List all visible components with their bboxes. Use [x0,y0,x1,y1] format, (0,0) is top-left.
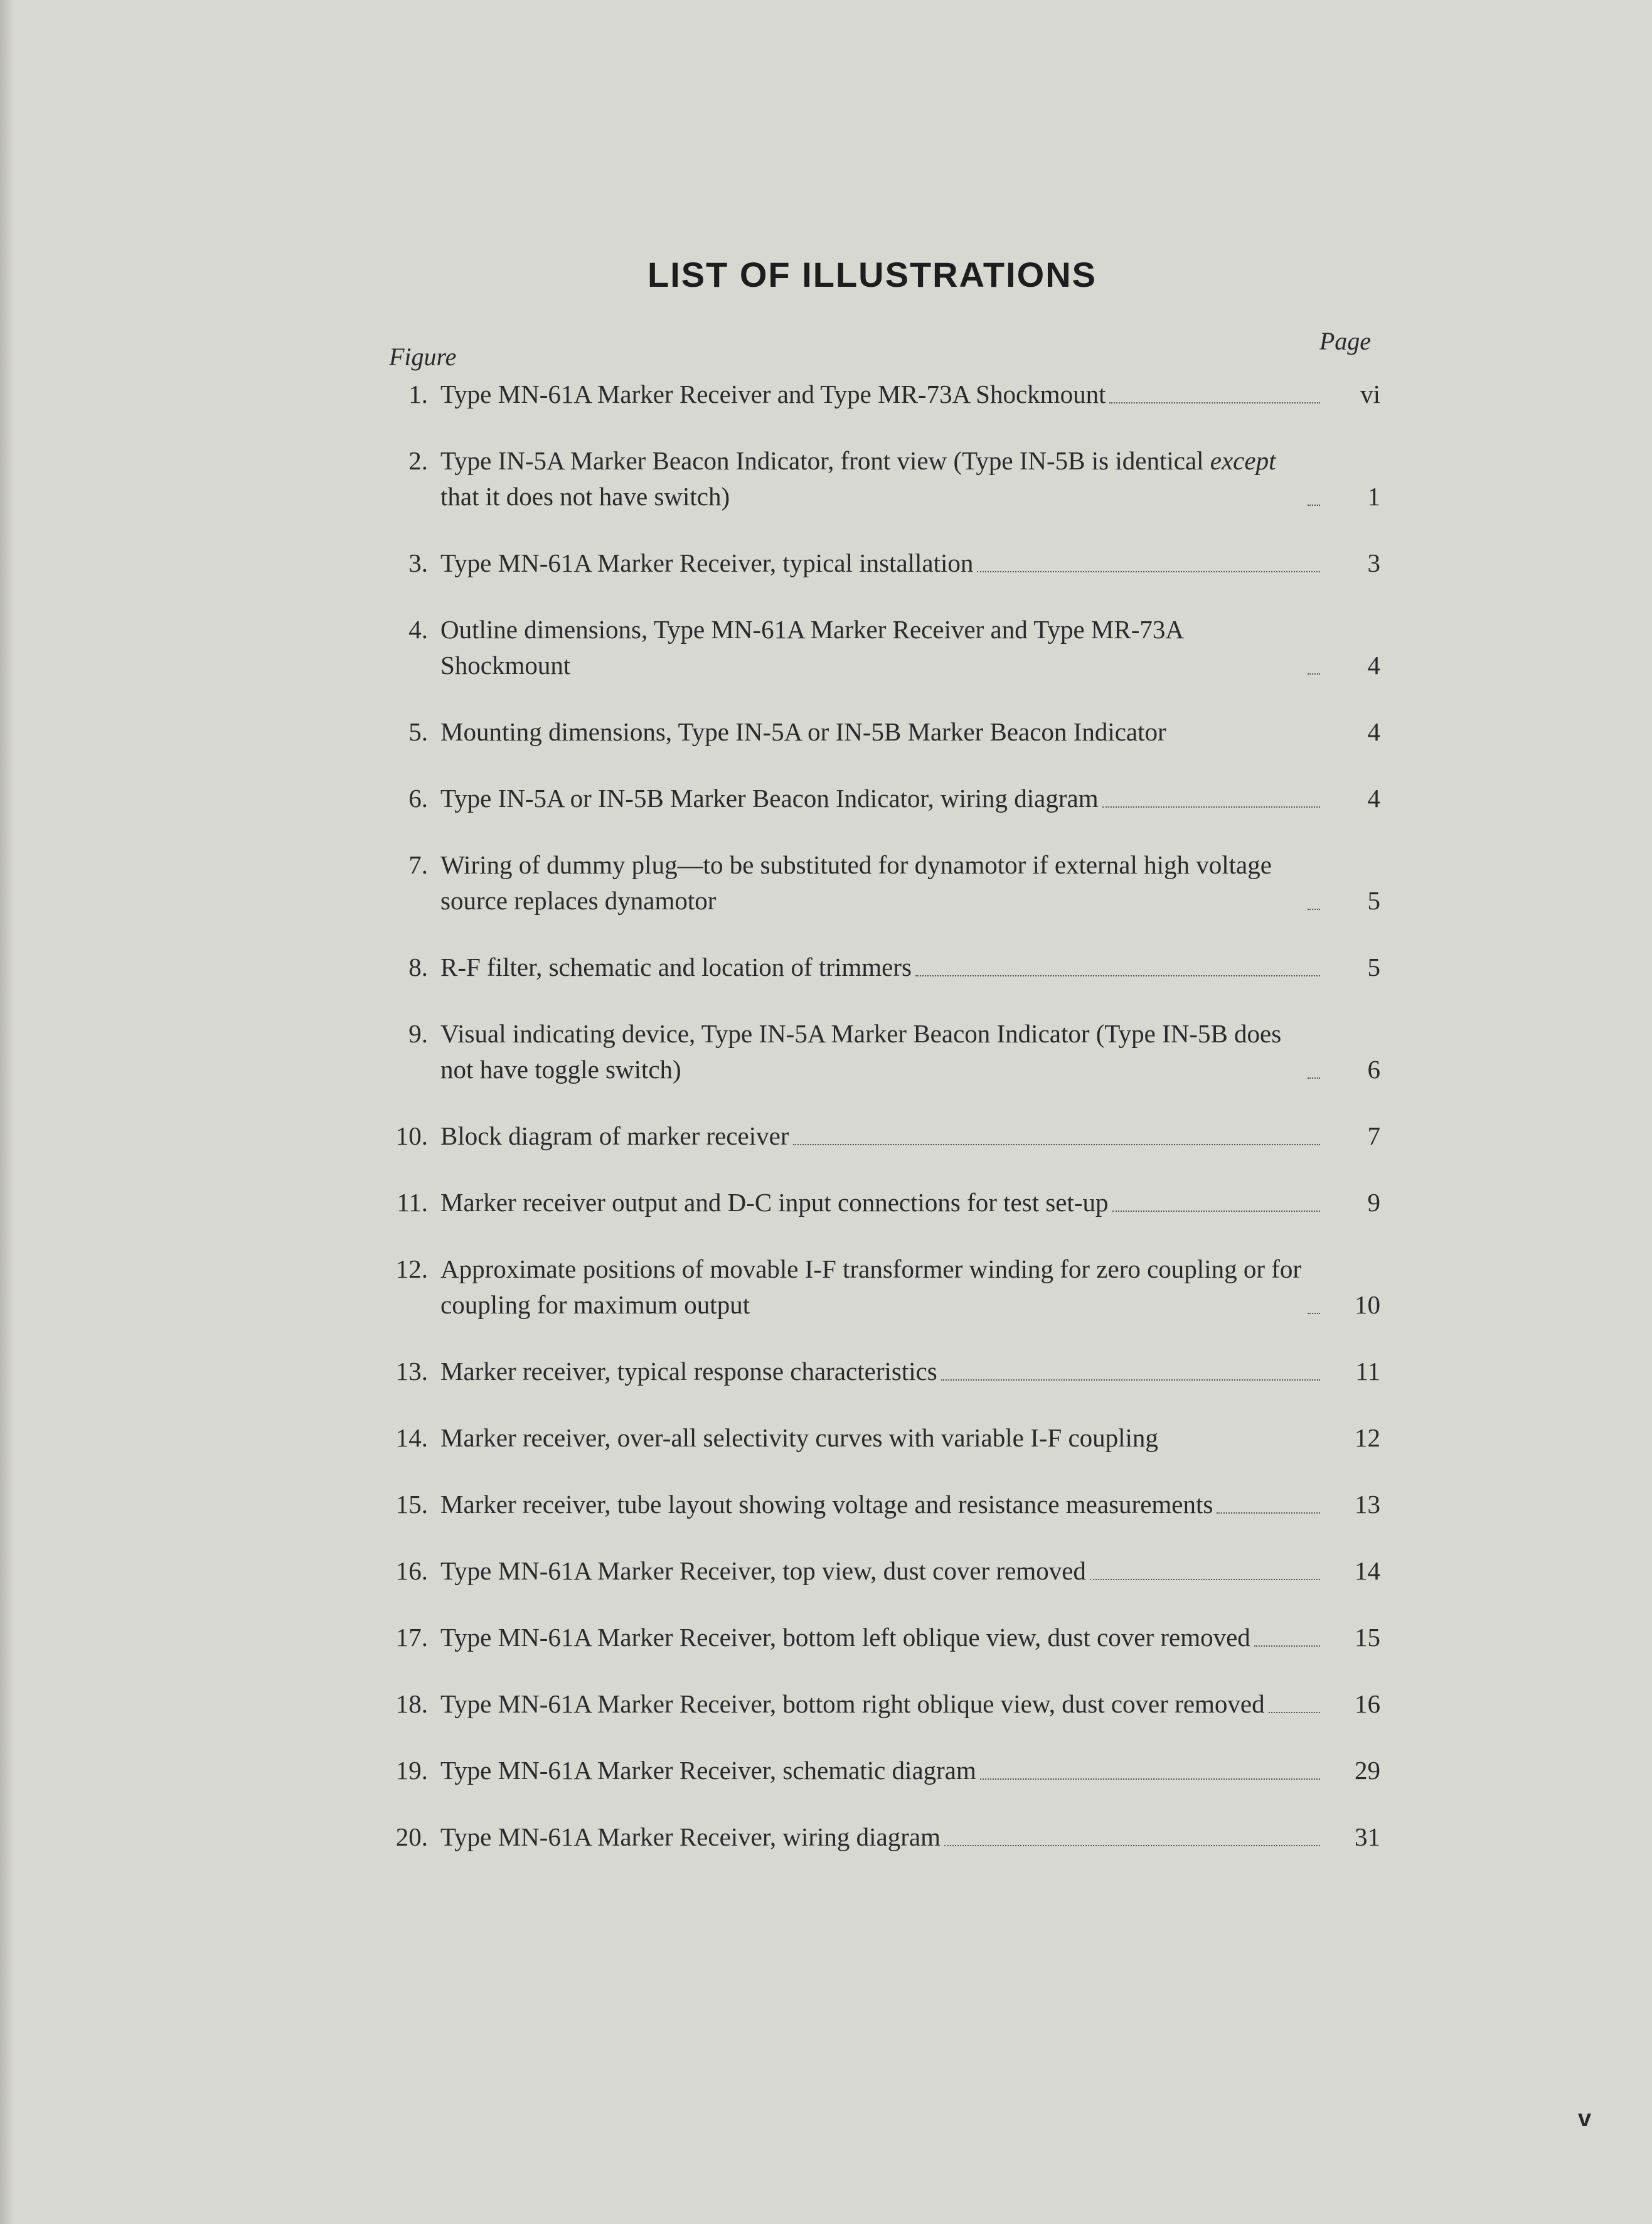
page-ref: 5 [1367,886,1380,915]
dot-leader [1269,1712,1320,1713]
page-title: LIST OF ILLUSTRATIONS [647,255,1097,294]
list-item [376,545,1380,581]
list-item [376,1016,1380,1088]
list-item [376,781,1380,816]
dot-leader [793,1144,1320,1145]
page-ref: 4 [1367,784,1380,813]
dot-leader [1308,909,1320,910]
dot-leader [941,1379,1320,1381]
page-ref: 16 [1355,1689,1380,1718]
dot-leader [915,975,1320,976]
dot-leader [1102,806,1320,808]
page-ref: vi [1360,380,1380,409]
list-item [376,377,1380,412]
list-item [376,1185,1380,1221]
entry-text: Outline dimensions, Type MN-61A Marker Receiver and Type MR-73A Shockmount [440,615,1183,680]
figure-number: 5. [408,717,428,746]
list-item [376,847,1380,919]
page-ref: 29 [1355,1756,1380,1785]
figure-number: 13. [395,1357,428,1386]
list-item [376,1819,1380,1855]
entry-text: Marker receiver, over-all selectivity curves with variable I-F coupling [440,1423,1158,1452]
entry-text: Type MN-61A Marker Receiver, typical installation [440,548,974,577]
list-item [376,443,1380,515]
page-ref: 5 [1367,953,1380,981]
page-ref: 1 [1367,482,1380,511]
figure-number: 3. [408,548,428,577]
entry-text: Type IN-5A Marker Beacon Indicator, front view (Type IN-5B is identical except that it does not have switch) [440,446,1276,511]
page-ref: 15 [1355,1623,1380,1652]
page-ref: 14 [1355,1556,1380,1585]
list-item [376,1251,1380,1323]
dot-leader [1308,505,1320,506]
list-item [376,1620,1380,1655]
entry-text: Type MN-61A Marker Receiver, schematic diagram [440,1756,976,1785]
figure-number: 12. [395,1254,428,1283]
dot-leader [980,1778,1320,1780]
figure-number: 19. [395,1756,428,1785]
page-ref: 3 [1367,548,1380,577]
entry-text: Type MN-61A Marker Receiver, bottom right oblique view, dust cover removed [440,1689,1265,1718]
list-item [376,1118,1380,1154]
page-ref: 13 [1355,1490,1380,1519]
dot-leader [977,571,1320,572]
dot-leader [1254,1645,1320,1647]
list-item [376,1753,1380,1788]
figure-number: 4. [408,615,428,644]
page-ref: 9 [1367,1188,1380,1217]
page-number: v [1578,2105,1592,2132]
figure-number: 15. [395,1490,428,1519]
entry-text: Marker receiver, typical response characteristics [440,1357,937,1386]
dot-leader [944,1845,1320,1846]
figure-number: 11. [397,1188,428,1217]
entry-text: Mounting dimensions, Type IN-5A or IN-5B Marker Beacon Indicator [440,717,1166,746]
entry-text: Type MN-61A Marker Receiver, top view, dust cover removed [440,1556,1086,1585]
entry-text: Type MN-61A Marker Receiver, bottom left oblique view, dust cover removed [440,1623,1250,1652]
figure-number: 1. [408,380,428,409]
list-item [376,1354,1380,1389]
page-ref: 4 [1367,651,1380,680]
figure-column-header: Figure [389,343,457,371]
entry-text: Approximate positions of movable I-F transformer winding for zero coupling or for coupling for maximum output [440,1254,1302,1319]
dot-leader [1308,1313,1320,1314]
list-item [376,612,1380,683]
page-ref: 4 [1367,717,1380,746]
figure-number: 17. [395,1623,428,1652]
figure-number: 16. [395,1556,428,1585]
entry-text: Visual indicating device, Type IN-5A Marker Beacon Indicator (Type IN-5B does not have toggle switch) [440,1019,1282,1084]
entry-text: Marker receiver, tube layout showing voltage and resistance measurements [440,1490,1213,1519]
page-ref: 10 [1355,1290,1380,1319]
entry-text: Wiring of dummy plug—to be substituted for dynamotor if external high voltage source replaces dynamotor [440,850,1272,915]
page-ref: 7 [1367,1121,1380,1150]
page-ref: 12 [1355,1423,1380,1452]
page-ref: 31 [1355,1822,1380,1851]
dot-leader [1217,1512,1320,1514]
figure-number: 20. [395,1822,428,1851]
list-item [376,1487,1380,1522]
entry-text: Type MN-61A Marker Receiver and Type MR-73A Shockmount [440,380,1106,409]
dot-leader [1308,673,1320,675]
figure-number: 9. [408,1019,428,1048]
page-edge [0,0,14,2224]
illustrations-list [376,377,1380,1886]
dot-leader [1112,1211,1320,1212]
list-item [376,1686,1380,1722]
figure-number: 10. [395,1121,428,1150]
entry-text: Marker receiver output and D-C input connections for test set-up [440,1188,1109,1217]
list-item [376,949,1380,985]
figure-number: 7. [408,850,428,879]
figure-number: 8. [408,953,428,981]
figure-number: 6. [408,784,428,813]
page-ref: 6 [1367,1055,1380,1084]
entry-text: Block diagram of marker receiver [440,1121,789,1150]
entry-text: R-F filter, schematic and location of trimmers [440,953,912,981]
dot-leader [1090,1579,1320,1580]
page-ref: 11 [1355,1357,1380,1386]
figure-number: 14. [395,1423,428,1452]
list-item [376,714,1380,750]
entry-text: Type MN-61A Marker Receiver, wiring diagram [440,1822,941,1851]
figure-number: 18. [395,1689,428,1718]
list-item [376,1553,1380,1589]
list-item [376,1420,1380,1456]
dot-leader [1308,1077,1320,1079]
dot-leader [1109,402,1320,404]
figure-number: 2. [408,446,428,475]
entry-text: Type IN-5A or IN-5B Marker Beacon Indicator, wiring diagram [440,784,1099,813]
page-column-header: Page [1319,327,1371,355]
